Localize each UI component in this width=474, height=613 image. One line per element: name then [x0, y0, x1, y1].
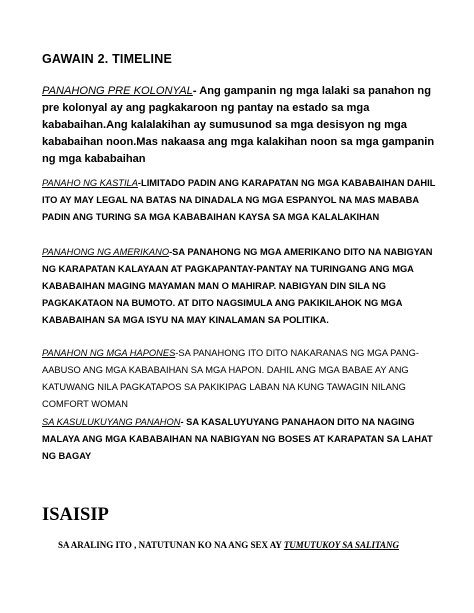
- section-text: - SA KASALUYUYANG PANAHAON DITO NA NAGING MALAYA ANG MGA KABABAIHAN NA NABIGYAN NG BOSES AT KARAPATAN SA LAHAT NG BAGAY: [42, 417, 433, 461]
- section-text: -SA PANAHONG NG MGA AMERIKANO DITO NA NABIGYAN NG KARAPATAN KALAYAAN AT PAGKAPANTAY-PANTAY NA TURINGANG ANG MGA KABABAIHAN MAGING MAYAMAN MAN O MAHIRAP. NABIGYAN DIN SILA NG PAGKAKATAON NA BUMOTO. AT DITO NAGSIMULA ANG PAKIKILAHOK NG MGA KABABAIHAN SA MGA ISYU NA MAY KINALAMAN SA POLITIKA.: [42, 247, 433, 325]
- section-text: -SA PANAHONG ITO DITO NAKARANAS NG MGA PANG-AABUSO ANG MGA KABABAIHAN SA MGA HAPON. DAHIL ANG MGA BABAE AY ANG KATUWANG NILA PAGKATAPOS SA PAKIKIPAG LABAN NA KUNG TAWAGIN NILANG COMFORT WOMAN: [42, 348, 419, 409]
- section-text: - Ang gampanin ng mga lalaki sa panahon ng pre kolonyal ay ang pagkakaroon ng pantay na estado sa mga kababaihan.Ang kalalakihan ay sumusunod sa mga desisyon ng mga kababaihan noon.Mas nakaasa ang mga kalakihan noon sa mga gampanin ng mga kababaihan: [42, 85, 435, 165]
- section-label: PANAHON NG MGA HAPONES: [42, 348, 176, 358]
- section-hapones: [42, 345, 442, 413]
- document-title: GAWAIN 2. TIMELINE: [42, 52, 172, 66]
- section-label: SA KASULUKUYANG PANAHON: [42, 417, 181, 427]
- section-text: -LIMITADO PADIN ANG KARAPATAN NG MGA KABABAIHAN DAHIL ITO AY MAY LEGAL NA BATAS NA DINADALA NG MGA ESPANYOL NA MAS MABABA PADIN ANG TURING SA MGA KABABAIHAN KAYSA SA MGA KALALAKIHAN: [42, 178, 436, 222]
- footer-emphasis: TUMUTUKOY SA SALITANG: [283, 540, 399, 550]
- section-kasalukuyang: [42, 414, 442, 465]
- footer-prefix: SA ARALING ITO , NATUTUNAN KO NA ANG SEX AY: [58, 540, 284, 550]
- section-label: PANAHONG PRE KOLONYAL: [42, 85, 193, 97]
- section-kastila: [42, 175, 442, 226]
- section-label: PANAHONG NG AMERIKANO: [42, 247, 170, 257]
- section-label: PANAHO NG KASTILA: [42, 178, 138, 188]
- section-heading-isaisip: ISAISIP: [42, 505, 109, 525]
- footer-sentence: [58, 540, 399, 550]
- section-amerikano: [42, 244, 442, 329]
- section-pre-kolonyal: [42, 83, 442, 168]
